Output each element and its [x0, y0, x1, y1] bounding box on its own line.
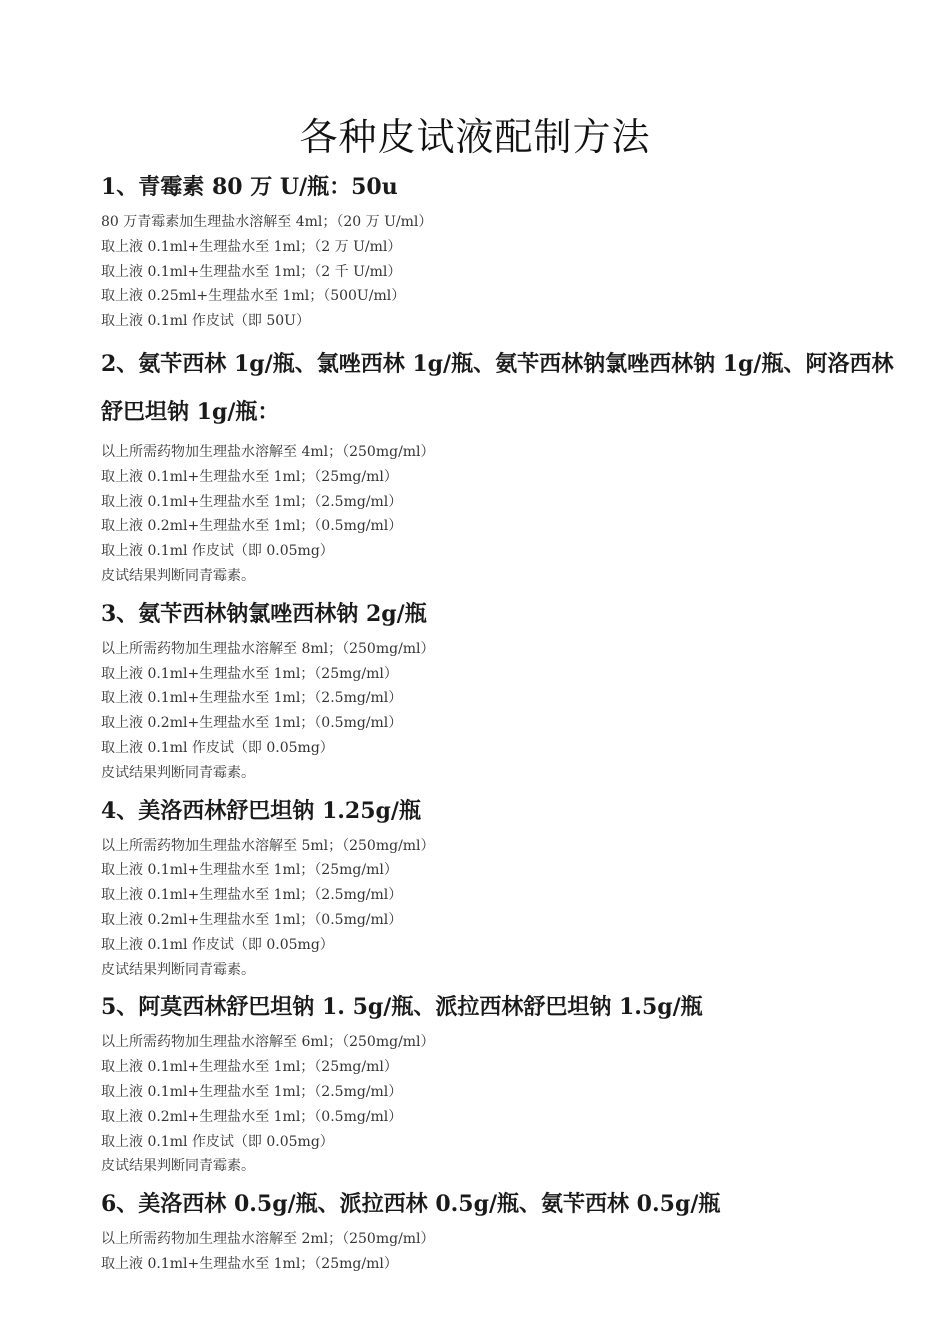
section-4 — [101, 792, 901, 983]
section-heading: 1、青霉素 80 万 U/瓶：50u — [101, 174, 398, 200]
section-2 — [101, 340, 901, 589]
section-heading: 6、美洛西林 0.5g/瓶、派拉西林 0.5g/瓶、氨苄西林 0.5g/瓶 — [101, 1191, 721, 1218]
text-line: 取上液 0.2ml+生理盐水至 1ml；（0.5mg/ml） — [101, 715, 403, 732]
text-line: 80 万青霉素加生理盐水溶解至 4ml；（20 万 U/ml） — [101, 214, 433, 230]
text-line: 取上液 0.1ml+生理盐水至 1ml；（25mg/ml） — [101, 1059, 398, 1076]
text-line: 取上液 0.1ml 作皮试（即 0.05mg） — [101, 1133, 334, 1150]
text-line: 取上液 0.1ml+生理盐水至 1ml；（25mg/ml） — [101, 862, 398, 879]
section-lines — [101, 834, 901, 983]
text-line: 以上所需药物加生理盐水溶解至 4ml；（250mg/ml） — [101, 443, 435, 460]
section-heading: 5、阿莫西林舒巴坦钠 1. 5g/瓶、派拉西林舒巴坦钠 1.5g/瓶 — [101, 994, 703, 1021]
text-line: 以上所需药物加生理盐水溶解至 8ml；（250mg/ml） — [101, 640, 435, 657]
text-line: 以上所需药物加生理盐水溶解至 5ml；（250mg/ml） — [101, 837, 435, 854]
section-lines — [101, 440, 901, 589]
text-line: 取上液 0.1ml+生理盐水至 1ml；（2 万 U/ml） — [101, 238, 402, 255]
text-line: 取上液 0.1ml+生理盐水至 1ml；（2.5mg/ml） — [101, 1083, 403, 1100]
text-line: 皮试结果判断同青霉素。 — [101, 961, 255, 978]
section-lines — [101, 210, 901, 334]
text-line: 皮试结果判断同青霉素。 — [101, 567, 255, 584]
section-lines — [101, 1030, 901, 1179]
section-lines — [101, 637, 901, 786]
section-heading: 4、美洛西林舒巴坦钠 1.25g/瓶 — [101, 797, 421, 824]
text-line: 取上液 0.2ml+生理盐水至 1ml；（0.5mg/ml） — [101, 911, 403, 928]
text-line: 取上液 0.1ml 作皮试（即 0.05mg） — [101, 936, 334, 953]
text-line: 取上液 0.1ml+生理盐水至 1ml；（2 千 U/ml） — [101, 263, 402, 280]
text-line: 取上液 0.1ml+生理盐水至 1ml；（2.5mg/ml） — [101, 690, 403, 707]
text-line: 取上液 0.1ml+生理盐水至 1ml；（25mg/ml） — [101, 665, 398, 682]
text-line: 取上液 0.1ml+生理盐水至 1ml；（2.5mg/ml） — [101, 493, 403, 510]
text-line: 取上液 0.1ml 作皮试（即 50U） — [101, 313, 310, 330]
section-heading: 3、氨苄西林钠氯唑西林钠 2g/瓶 — [101, 600, 427, 627]
text-line: 取上液 0.1ml+生理盐水至 1ml；（25mg/ml） — [101, 468, 398, 485]
section-5 — [101, 988, 901, 1179]
section-6 — [101, 1185, 901, 1277]
text-line: 以上所需药物加生理盐水溶解至 2ml；（250mg/ml） — [101, 1231, 435, 1248]
document-title: 各种皮试液配制方法 — [299, 115, 651, 159]
section-1 — [101, 168, 901, 334]
text-line: 皮试结果判断同青霉素。 — [101, 1158, 255, 1175]
text-line: 以上所需药物加生理盐水溶解至 6ml；（250mg/ml） — [101, 1034, 435, 1051]
section-lines — [101, 1227, 901, 1277]
text-line: 取上液 0.2ml+生理盐水至 1ml；（0.5mg/ml） — [101, 1108, 403, 1125]
document-body — [101, 168, 901, 1283]
section-3 — [101, 595, 901, 786]
text-line: 取上液 0.1ml 作皮试（即 0.05mg） — [101, 543, 334, 560]
section-heading: 2、氨苄西林 1g/瓶、氯唑西林 1g/瓶、氨苄西林钠氯唑西林钠 1g/瓶、阿洛西林舒巴坦钠 1g/瓶： — [101, 350, 894, 425]
text-line: 取上液 0.1ml 作皮试（即 0.05mg） — [101, 739, 334, 756]
text-line: 取上液 0.1ml+生理盐水至 1ml；（2.5mg/ml） — [101, 887, 403, 904]
text-line: 皮试结果判断同青霉素。 — [101, 764, 255, 781]
text-line: 取上液 0.25ml+生理盐水至 1ml；（500U/ml） — [101, 288, 406, 305]
text-line: 取上液 0.2ml+生理盐水至 1ml；（0.5mg/ml） — [101, 518, 403, 535]
text-line: 取上液 0.1ml+生理盐水至 1ml；（25mg/ml） — [101, 1255, 398, 1272]
